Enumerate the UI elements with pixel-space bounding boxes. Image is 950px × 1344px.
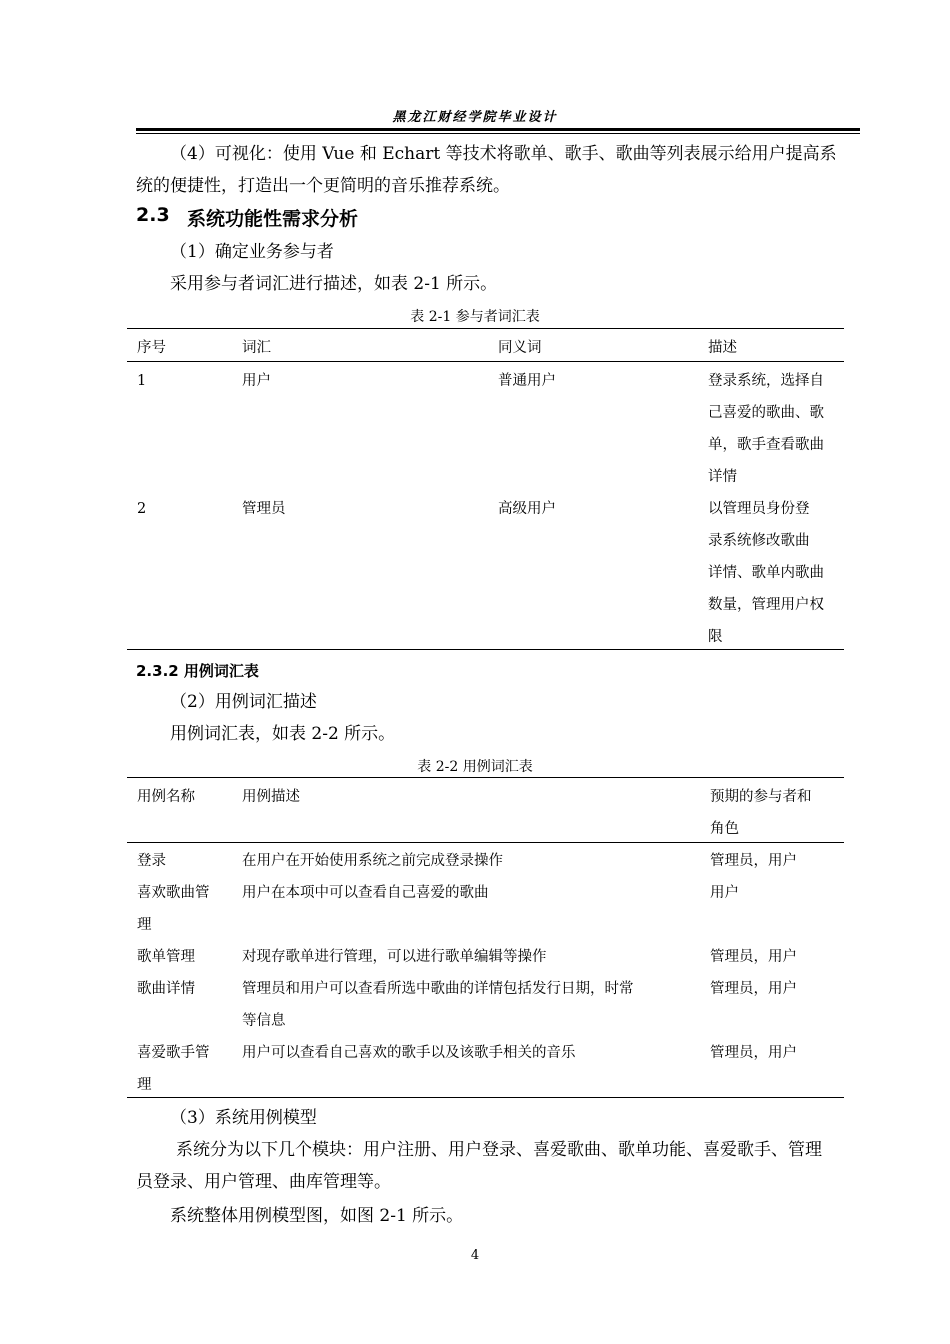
table2-row2-name-1: 喜欢歌曲管 (137, 885, 210, 901)
intro-line-2: 统的便捷性，打造出一个更简明的音乐推荐系统。 (136, 176, 510, 196)
table2-row5-desc: 用户可以查看自己喜欢的歌手以及该歌手相关的音乐 (242, 1045, 576, 1061)
table1-row2-desc-5: 限 (708, 629, 723, 645)
item-1: （1）确定业务参与者 (170, 242, 334, 262)
table1-row2-desc-4: 数量，管理用户权 (708, 597, 824, 613)
section-number: 2.3 (136, 204, 170, 226)
table1-row1-term: 用户 (242, 373, 271, 389)
table1-intro: 采用参与者词汇进行描述，如表 2-1 所示。 (170, 274, 498, 294)
table2-row4-name: 歌曲详情 (137, 981, 195, 997)
table1-row2-desc-3: 详情、歌单内歌曲 (708, 565, 824, 581)
table1-header-synonym: 同义词 (498, 340, 542, 356)
table1-row1-desc-1: 登录系统，选择自 (708, 373, 824, 389)
table2-row5-name-2: 理 (137, 1077, 152, 1093)
table1-row1-desc-4: 详情 (708, 469, 737, 485)
page-header-title: 黑龙江财经学院毕业设计 (392, 110, 558, 125)
model-figure-ref: 系统整体用例模型图，如图 2-1 所示。 (170, 1206, 464, 1226)
table1-row1-synonym: 普通用户 (498, 373, 556, 389)
table2-header-desc: 用例描述 (242, 789, 300, 805)
model-line-2: 员登录、用户管理、曲库管理等。 (136, 1172, 391, 1192)
table2-row3-desc: 对现存歌单进行管理，可以进行歌单编辑等操作 (242, 949, 547, 965)
table1-row2-desc-2: 录系统修改歌曲 (708, 533, 810, 549)
table1-top-rule (127, 328, 844, 329)
table2-top-rule (127, 777, 844, 778)
table2-row1-actors: 管理员，用户 (710, 853, 797, 869)
intro-line-1: （4）可视化：使用 Vue 和 Echart 等技术将歌单、歌手、歌曲等列表展示给用户提高系 (170, 144, 837, 164)
table1-header-desc: 描述 (708, 340, 737, 356)
table2-row2-name-2: 理 (137, 917, 152, 933)
section-title: 系统功能性需求分析 (187, 208, 359, 230)
table2-header-rule (127, 842, 844, 843)
table1-row2-desc-1: 以管理员身份登 (708, 501, 810, 517)
model-line-1: 系统分为以下几个模块：用户注册、用户登录、喜爱歌曲、歌单功能、喜爱歌手、管理 (176, 1140, 822, 1160)
header-rule-thin (136, 133, 860, 134)
table2-row2-desc: 用户在本项中可以查看自己喜爱的歌曲 (242, 885, 489, 901)
table2-row1-name: 登录 (137, 853, 166, 869)
table2-row3-actors: 管理员，用户 (710, 949, 797, 965)
table2-row2-actors: 用户 (710, 885, 739, 901)
table2-row4-actors: 管理员，用户 (710, 981, 797, 997)
header-rule-thick (136, 128, 860, 131)
table1-bottom-rule (127, 649, 844, 650)
table1-caption: 表 2-1 参与者词汇表 (410, 309, 540, 325)
table1-header-rule (127, 361, 844, 362)
table2-caption: 表 2-2 用例词汇表 (417, 759, 533, 775)
table2-row5-actors: 管理员，用户 (710, 1045, 797, 1061)
table2-intro: 用例词汇表，如表 2-2 所示。 (170, 724, 396, 744)
table2-header-actors-1: 预期的参与者和 (710, 789, 812, 805)
table1-row1-no: 1 (137, 373, 147, 389)
table1-header-no: 序号 (137, 340, 166, 356)
table2-row3-name: 歌单管理 (137, 949, 195, 965)
table2-header-actors-2: 角色 (710, 821, 739, 837)
item-3: （3）系统用例模型 (170, 1108, 317, 1128)
page-number: 4 (470, 1248, 480, 1263)
table2-row4-desc-1: 管理员和用户可以查看所选中歌曲的详情包括发行日期，时常 (242, 981, 634, 997)
table1-row2-no: 2 (137, 501, 147, 517)
subsection-title: 2.3.2 用例词汇表 (136, 662, 259, 680)
table1-header-term: 词汇 (242, 340, 271, 356)
table2-bottom-rule (127, 1097, 844, 1098)
table1-row1-desc-2: 己喜爱的歌曲、歌 (708, 405, 824, 421)
table2-row1-desc: 在用户在开始使用系统之前完成登录操作 (242, 853, 503, 869)
table2-row5-name-1: 喜爱歌手管 (137, 1045, 210, 1061)
table1-row1-desc-3: 单，歌手查看歌曲 (708, 437, 824, 453)
table1-row2-term: 管理员 (242, 501, 286, 517)
table2-header-name: 用例名称 (137, 789, 195, 805)
item-2: （2）用例词汇描述 (170, 692, 317, 712)
table1-row2-synonym: 高级用户 (498, 501, 556, 517)
table2-row4-desc-2: 等信息 (242, 1013, 286, 1029)
